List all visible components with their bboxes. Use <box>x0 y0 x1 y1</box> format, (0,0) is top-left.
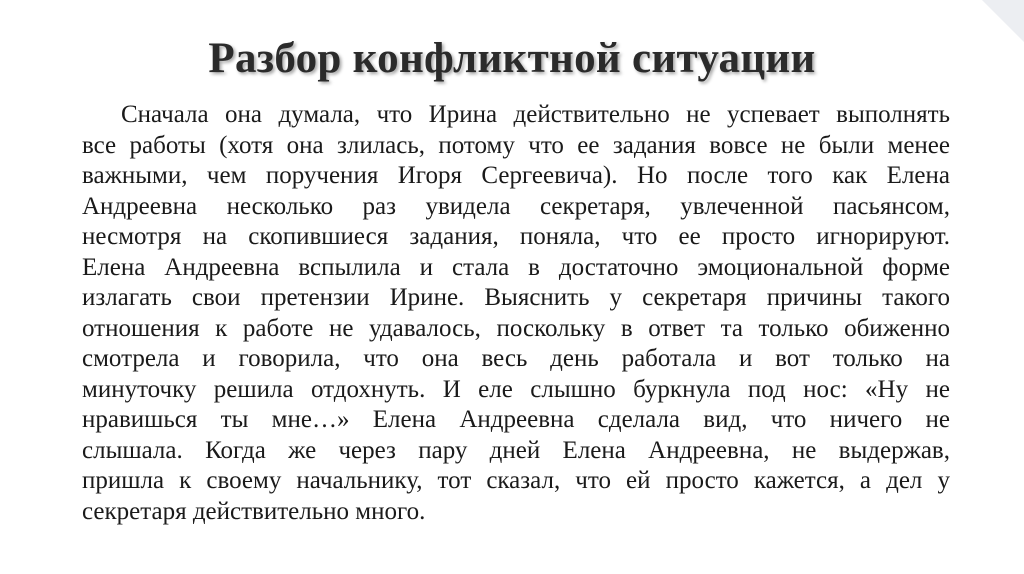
paragraph-line: все работы (хотя она злилась, потому что ее задания вовсе не были менее <box>82 131 950 159</box>
paragraph-line: важными, чем поручения Игоря Сергеевича). Но после того как Елена <box>82 162 950 189</box>
paragraph-line: Сначала она думала, что Ирина действительно не успевает выполнять <box>121 101 950 128</box>
paragraph-line: излагать свои претензии Ирине. Выяснить у секретаря причины такого <box>82 284 950 311</box>
paragraph-line: несмотря на скопившиеся задания, поняла, что ее просто игнорируют. <box>82 223 950 250</box>
paragraph-line: минуточку решила отдохнуть. И еле слышно буркнула под нос: «Ну не <box>82 375 950 403</box>
paragraph-line: слышала. Когда же через пару дней Елена Андреевна, не выдержав, <box>82 436 950 464</box>
slide-body-paragraph <box>82 100 950 527</box>
slide-title: Разбор конфликтной ситуации <box>208 35 816 82</box>
paragraph-line: отношения к работе не удавалось, поскольку в ответ та только обиженно <box>82 314 950 342</box>
paragraph-line: пришла к своему начальнику, тот сказал, что ей просто кажется, а дел у <box>82 467 950 494</box>
paragraph-line: Елена Андреевна вспылила и стала в достаточно эмоциональной форме <box>82 253 950 281</box>
paragraph-line: секретаря действительно много. <box>82 497 426 525</box>
paragraph-line: нравишься ты мне…» Елена Андреевна сделала вид, что ничего не <box>82 406 950 433</box>
paragraph-line: смотрела и говорила, что она весь день работала и вот только на <box>82 345 950 372</box>
paragraph-line: Андреевна несколько раз увидела секретаря, увлеченной пасьянсом, <box>82 192 950 220</box>
